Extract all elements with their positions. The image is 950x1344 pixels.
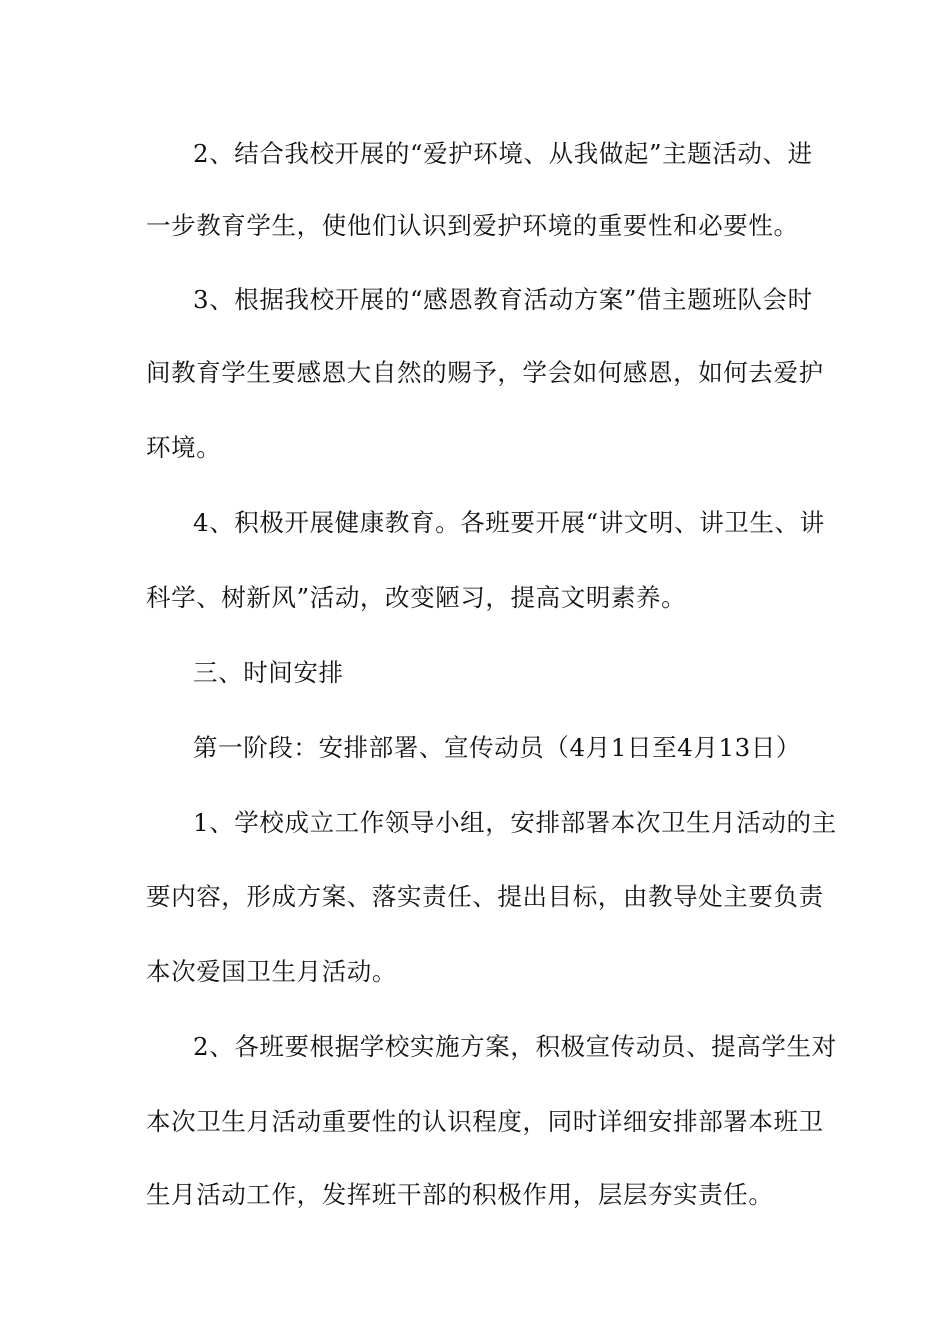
paragraph-item-2-line-2: 一步教育学生，使他们认识到爱护环境的重要性和必要性。	[146, 211, 799, 240]
paragraph-item-2-line-1: 2、结合我校开展的“爱护环境、从我做起”主题活动、进	[193, 139, 813, 168]
paragraph-item-3-line-1: 3、根据我校开展的“感恩教育活动方案”借主题班队会时	[193, 285, 813, 314]
paragraph-item-4-line-2: 科学、树新风”活动，改变陋习，提高文明素养。	[146, 583, 687, 612]
paragraph-item-3-line-3: 环境。	[146, 433, 222, 462]
stage-one-item-1-line-3: 本次爱国卫生月活动。	[146, 957, 397, 986]
stage-one-item-2-line-1: 2、各班要根据学校实施方案，积极宣传动员、提高学生对	[193, 1032, 837, 1061]
stage-one-item-2-line-2: 本次卫生月活动重要性的认识程度，同时详细安排部署本班卫	[146, 1107, 824, 1136]
paragraph-item-4-line-1: 4、积极开展健康教育。各班要开展“讲文明、讲卫生、讲	[193, 508, 825, 537]
stage-one-item-2-line-3: 生月活动工作，发挥班干部的积极作用，层层夯实责任。	[146, 1180, 774, 1209]
stage-one-item-1-line-1: 1、学校成立工作领导小组，安排部署本次卫生月活动的主	[193, 808, 837, 837]
paragraph-item-3-line-2: 间教育学生要感恩大自然的赐予，学会如何感恩，如何去爱护	[146, 358, 824, 387]
section-heading-time-schedule: 三、时间安排	[193, 658, 344, 687]
stage-one-item-1-line-2: 要内容，形成方案、落实责任、提出目标，由教导处主要负责	[146, 882, 824, 911]
stage-one-heading: 第一阶段：安排部署、宣传动员（4月1日至4月13日）	[193, 733, 802, 762]
